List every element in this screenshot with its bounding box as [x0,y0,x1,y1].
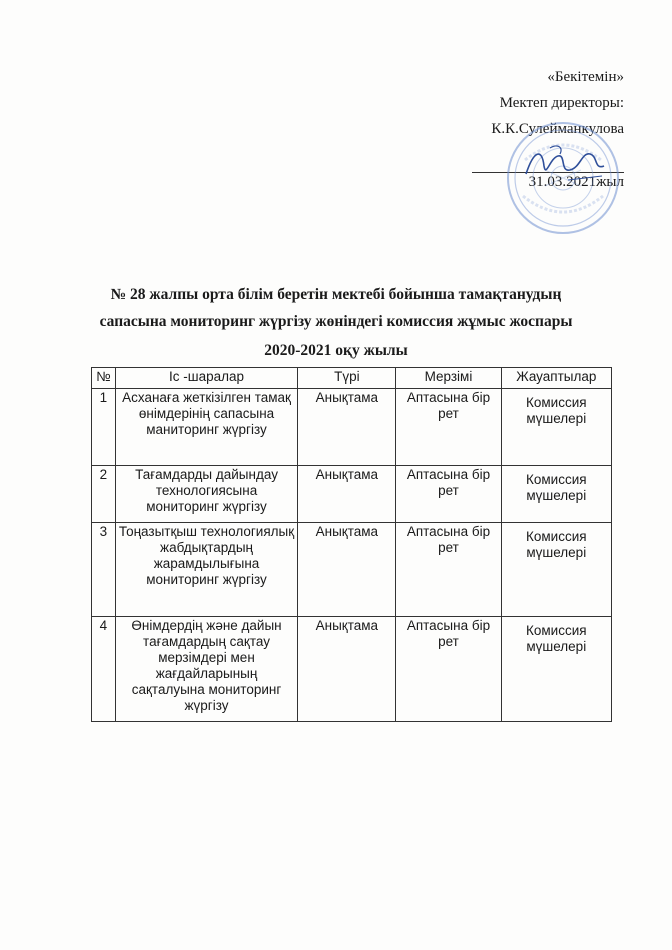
row-responsible: Комиссия мүшелері [501,466,611,523]
academic-year: 2020-2021 оқу жылы [264,342,408,359]
doc-title-line2: сапасына мониторинг жүргізу жөніндегі комиссия жұмыс жоспары [99,313,573,330]
director-name: К.К.Сулейманкулова [491,121,624,137]
row-responsible: Комиссия мүшелері [501,617,611,722]
row-task: Асханаға жеткізілген тамақ өнімдерінің сапасына маниторинг жүргізу [115,389,298,466]
row-num: 2 [92,466,116,523]
header-period: Мерзімі [396,368,501,389]
doc-title-line1: № 28 жалпы орта білім беретін мектебі бойынша тамақтанудың [110,286,562,303]
row-period: Аптасына бір рет [396,523,501,617]
row-period: Аптасына бір рет [396,466,501,523]
row-type: Анықтама [298,523,396,617]
row-task: Тоңазытқыш технологиялық жабдықтардың жарамдылығына мониторинг жүргізу [115,523,298,617]
row-period: Аптасына бір рет [396,389,501,466]
row-responsible: Комиссия мүшелері [501,389,611,466]
header-task: Іс -шаралар [115,368,298,389]
row-type: Анықтама [298,617,396,722]
row-num: 1 [92,389,116,466]
row-num: 4 [92,617,116,722]
table-row [92,523,612,617]
approval-label: «Бекітемін» [547,69,624,85]
row-period: Аптасына бір рет [396,617,501,722]
approval-date: 31.03.2021жыл [528,174,624,190]
row-task: Өнімдердің және дайын тағамдардың сақтау мерзімдері мен жағдайларының сақталуына мониторинг жүргізу [115,617,298,722]
header-num: № [92,368,116,389]
table-row [92,617,612,722]
signature-icon [520,140,610,185]
row-num: 3 [92,523,116,617]
plan-table [91,367,612,722]
row-type: Анықтама [298,389,396,466]
row-type: Анықтама [298,466,396,523]
table-row [92,466,612,523]
header-responsible: Жауаптылар [501,368,611,389]
row-responsible: Комиссия мүшелері [501,523,611,617]
table-row [92,389,612,466]
table-header-row [92,368,612,389]
row-task: Тағамдарды дайындау технологиясына мониторинг жүргізу [115,466,298,523]
header-type: Түрі [298,368,396,389]
director-title: Мектеп директоры: [499,95,624,111]
